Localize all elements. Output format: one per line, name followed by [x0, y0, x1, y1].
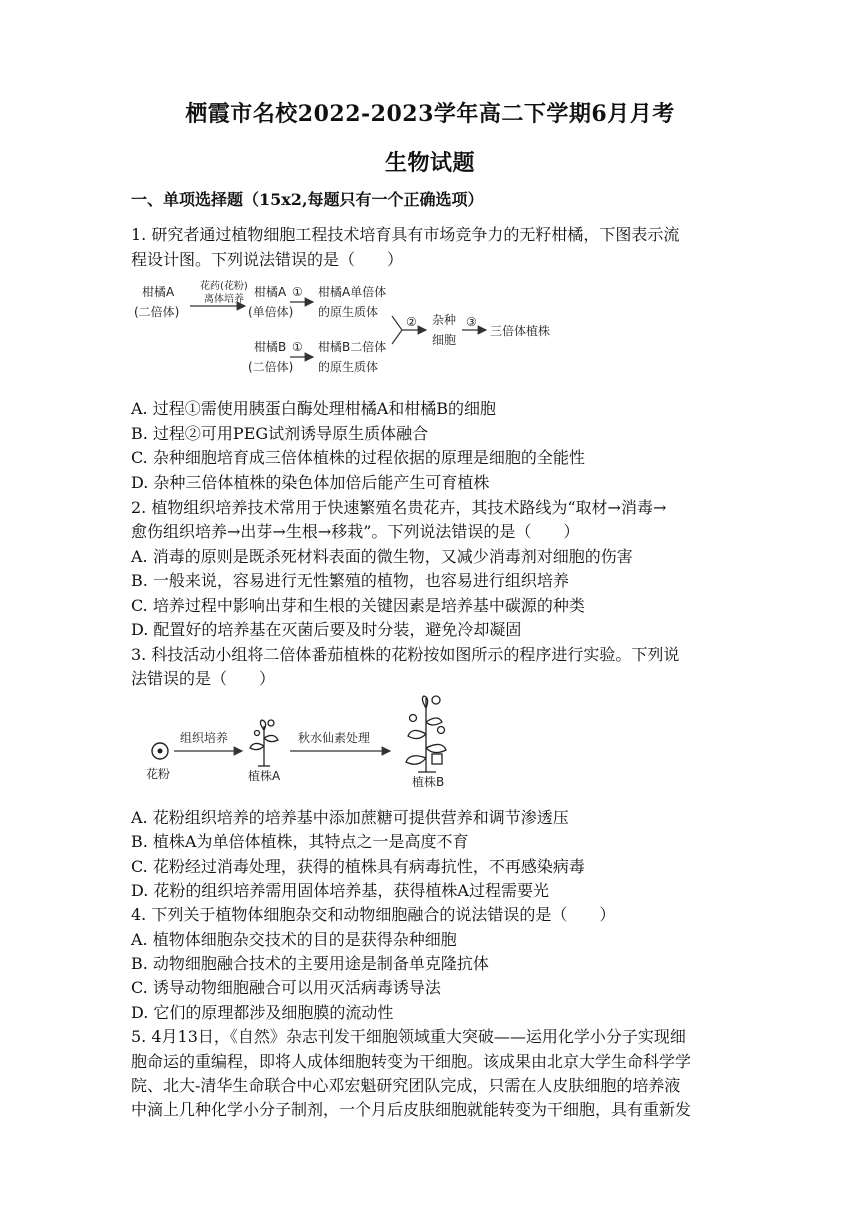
- anther-culture-bottom: 离体培养: [204, 294, 244, 305]
- tissue-culture-label: 组织培养: [180, 731, 229, 745]
- q5-line4: 中滴上几种化学小分子制剂，一个月后皮肤细胞就能转变为干细胞，具有重新发: [131, 1100, 692, 1119]
- q1-option-d: D. 杂种三倍体植株的染色体加倍后能产生可育植株: [131, 473, 490, 492]
- hybrid-line1: 杂种: [432, 313, 457, 327]
- q4-stem: 4. 下列关于植物体细胞杂交和动物细胞融合的说法错误的是（ ）: [131, 905, 616, 924]
- q3-stem-line2: 法错误的是（ ）: [131, 669, 276, 688]
- q1-stem-line2: 程设计图。下列说法错误的是（ ）: [131, 250, 404, 269]
- q2-stem-line2: 愈伤组织培养→出芽→生根→移栽”。下列说法错误的是（ ）: [131, 522, 580, 541]
- q2-option-d: D. 配置好的培养基在灭菌后要及时分装，避免冷却凝固: [131, 620, 522, 639]
- q3-option-c: C. 花粉经过消毒处理，获得的植株具有病毒抗性，不再感染病毒: [131, 857, 585, 876]
- citrus-b-ploidy: (二倍体): [248, 360, 294, 374]
- q2-option-c: C. 培养过程中影响出芽和生根的关键因素是培养基中碳源的种类: [131, 596, 585, 615]
- step2-label: ②: [406, 315, 417, 329]
- step1-label: ①: [292, 285, 303, 299]
- q4-option-a: A. 植物体细胞杂交技术的目的是获得杂种细胞: [131, 930, 457, 949]
- q2-option-b: B. 一般来说，容易进行无性繁殖的植物，也容易进行组织培养: [131, 571, 569, 590]
- hybrid-line2: 细胞: [432, 333, 457, 347]
- q5-line3: 院、北大-清华生命联合中心邓宏魁研究团队完成，只需在人皮肤细胞的培养液: [131, 1076, 681, 1095]
- plant-b-label: 植株B: [412, 775, 445, 789]
- plant-a-icon: [250, 720, 278, 766]
- q4-option-c: C. 诱导动物细胞融合可以用灭活病毒诱导法: [131, 978, 441, 997]
- q1-option-c: C. 杂种细胞培育成三倍体植株的过程依据的原理是细胞的全能性: [131, 448, 585, 467]
- q2-stem-line1: 2. 植物组织培养技术常用于快速繁殖名贵花卉，其技术路线为“取材→消毒→: [131, 498, 667, 517]
- section-heading: 一、单项选择题（15x2,每题只有一个正确选项）: [131, 190, 484, 209]
- q1-option-a: A. 过程①需使用胰蛋白酶处理柑橘A和柑橘B的细胞: [131, 399, 497, 418]
- citrus-a-haploid-ploidy: (单倍体): [248, 305, 294, 319]
- q3-pollen-diagram: [140, 686, 470, 790]
- plant-a-label: 植株A: [248, 769, 281, 783]
- q2-option-a: A. 消毒的原则是既杀死材料表面的微生物，又减少消毒剂对细胞的伤害: [131, 547, 633, 566]
- q4-option-b: B. 动物细胞融合技术的主要用途是制备单克隆抗体: [131, 954, 489, 973]
- citrus-b-label: 柑橘B: [254, 340, 287, 354]
- plant-b-icon: [406, 696, 446, 772]
- citrus-a-ploidy: (二倍体): [134, 305, 180, 319]
- q4-option-d: D. 它们的原理都涉及细胞膜的流动性: [131, 1003, 394, 1022]
- protoplast-a-line2: 的原生质体: [318, 305, 379, 319]
- pollen-label: 花粉: [146, 767, 171, 781]
- citrus-a-label: 柑橘A: [142, 285, 175, 299]
- triploid-result: 三倍体植株: [490, 324, 551, 338]
- anther-culture-top: 花药(花粉): [200, 281, 248, 292]
- protoplast-a-line1: 柑橘A单倍体: [318, 285, 387, 299]
- merge-bracket: [392, 316, 402, 344]
- q1-stem-line1: 1. 研究者通过植物细胞工程技术培育具有市场竞争力的无籽柑橘，下图表示流: [131, 225, 680, 244]
- exam-title: 栖霞市名校2022-2023学年高二下学期6月月考: [185, 101, 675, 127]
- citrus-a-haploid-label: 柑橘A: [254, 285, 287, 299]
- q3-option-d: D. 花粉的组织培养需用固体培养基，获得植株A过程需要光: [131, 881, 549, 900]
- colchicine-label: 秋水仙素处理: [298, 731, 371, 745]
- q3-stem-line1: 3. 科技活动小组将二倍体番茄植株的花粉按如图所示的程序进行实验。下列说: [131, 645, 680, 664]
- step1b-label: ①: [292, 340, 303, 354]
- q1-option-b: B. 过程②可用PEG试剂诱导原生质体融合: [131, 424, 429, 443]
- q5-line1: 5. 4月13日，《自然》杂志刊发干细胞领域重大突破——运用化学小分子实现细: [131, 1027, 686, 1046]
- q3-option-a: A. 花粉组织培养的培养基中添加蔗糖可提供营养和调节渗透压: [131, 808, 569, 827]
- q5-line2: 胞命运的重编程，即将人成体细胞转变为干细胞。该成果由北京大学生命科学学: [131, 1052, 692, 1071]
- q3-option-b: B. 植株A为单倍体植株，其特点之一是高度不育: [131, 832, 469, 851]
- exam-subtitle: 生物试题: [384, 150, 475, 176]
- step3-label: ③: [466, 315, 477, 329]
- protoplast-b-line1: 柑橘B二倍体: [318, 340, 387, 354]
- protoplast-b-line2: 的原生质体: [318, 360, 379, 374]
- q1-flow-diagram: [130, 278, 590, 388]
